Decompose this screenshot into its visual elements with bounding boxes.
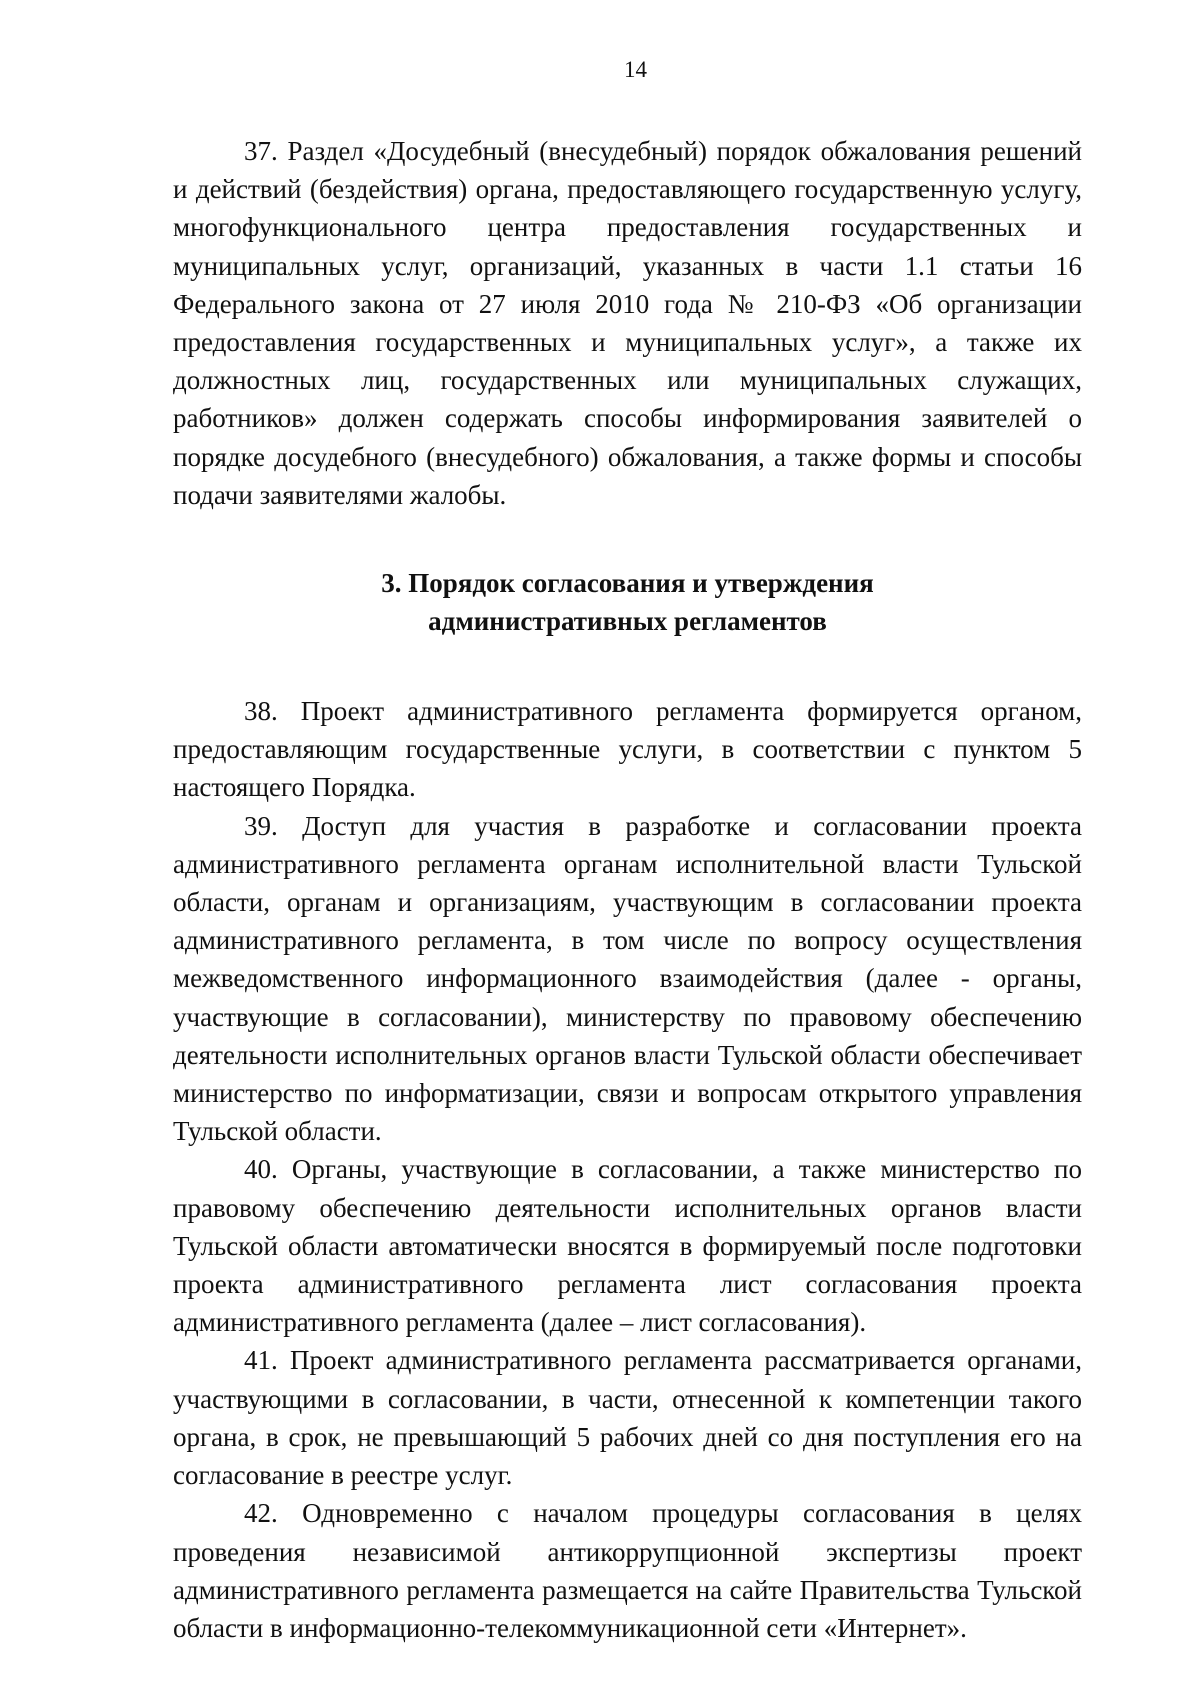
paragraph-41: 41. Проект административного регламента рассматривается органами, участвующими в согласовании, в части, отнесенной к компетенции такого органа, в срок, не превышающий 5 рабочих дней со дня поступления его на согласование в реестре услуг. (173, 1345, 1082, 1491)
paragraph-40: 40. Органы, участвующие в согласовании, а также министерство по правовому обеспечению деятельности исполнительных органов власти Тульской области автоматически вносятся в формируемый после подготовки проекта административного регламента лист согласования проекта административного регламента (далее – лист согласования). (173, 1154, 1082, 1338)
section-heading-line-2: административных регламентов (428, 606, 827, 637)
page-number: 14 (624, 57, 647, 82)
paragraph-38: 38. Проект административного регламента формируется органом, предоставляющим государственные услуги, в соответствии с пунктом 5 настоящего Порядка. (173, 696, 1082, 803)
section-heading-line-1: 3. Порядок согласования и утверждения (381, 568, 874, 599)
section-heading (173, 564, 1082, 640)
paragraph-42: 42. Одновременно с началом процедуры согласования в целях проведения независимой антикоррупционной экспертизы проект административного регламента размещается на сайте Правительства Тульской области в информационно-телекоммуникационной сети «Интернет». (173, 1498, 1082, 1643)
paragraph-39: 39. Доступ для участия в разработке и согласовании проекта административного регламента органам исполнительной власти Тульской области, органам и организациям, участвующим в согласовании проекта административного регламента, в том числе по вопросу осуществления межведомственного информационного взаимодействия (далее - органы, участвующие в согласовании), министерству по правовому обеспечению деятельности исполнительных органов власти Тульской области обеспечивает министерство по информатизации, связи и вопросам открытого управления Тульской области. (173, 810, 1082, 1147)
paragraph-37: 37. Раздел «Досудебный (внесудебный) порядок обжалования решений и действий (бездействия) органа, предоставляющего государственную услугу, многофункционального центра предоставления государственных и муниципальных услуг, организаций, указанных в части 1.1 статьи 16 Федерального закона от 27 июля 2010 года № 210-ФЗ «Об организации предоставления государственных и муниципальных услуг», а также их должностных лиц, государственных или муниципальных служащих, работников» должен содержать способы информирования заявителей о порядке досудебного (внесудебного) обжалования, а также формы и способы подачи заявителями жалобы. (173, 136, 1082, 510)
